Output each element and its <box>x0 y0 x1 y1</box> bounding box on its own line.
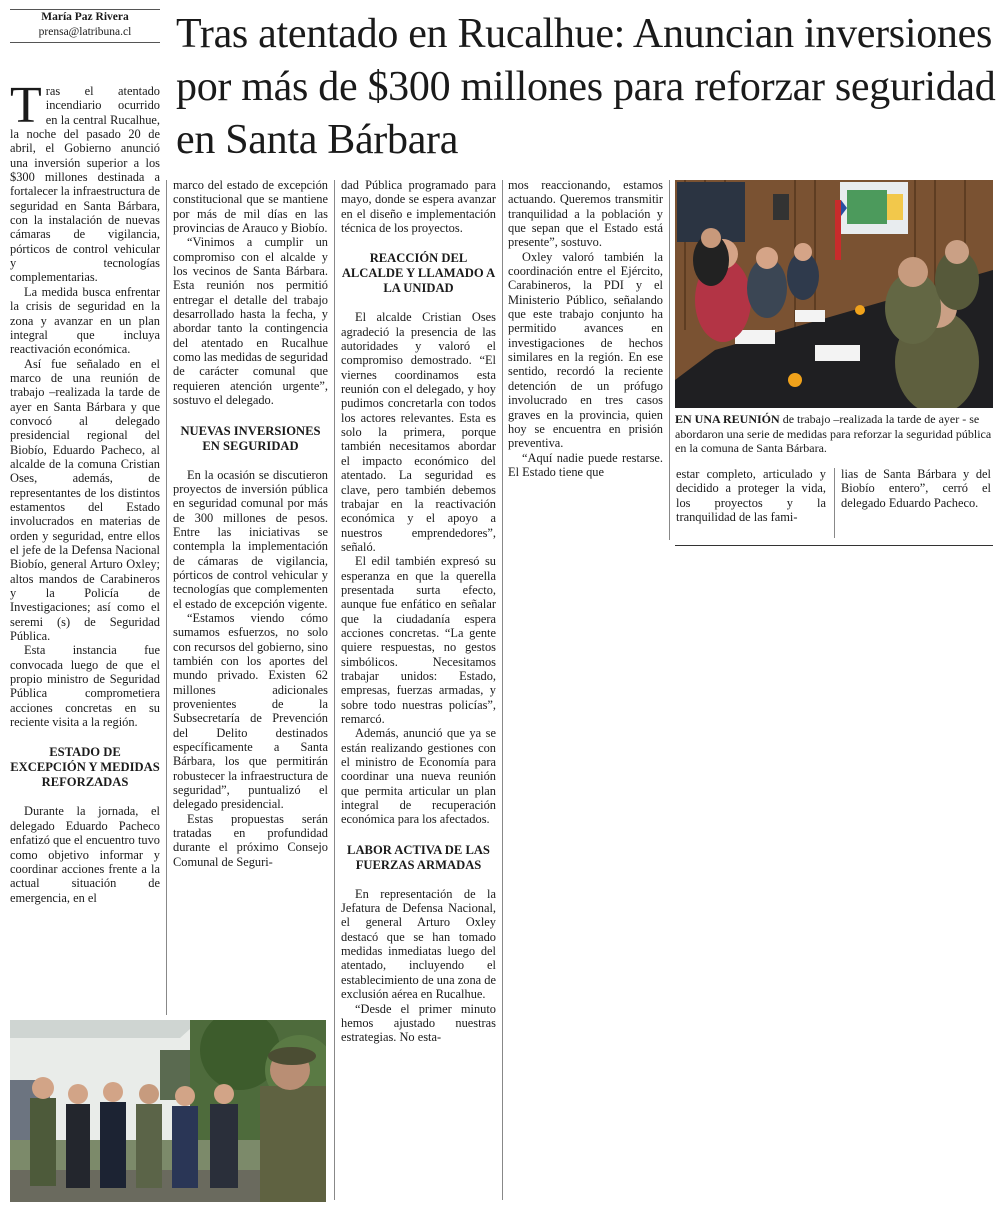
column-1 <box>10 77 161 905</box>
paragraph: “Aquí nadie puede restarse. El Estado tiene que <box>508 450 663 479</box>
meeting-photo <box>675 180 993 408</box>
column-divider <box>334 180 335 1200</box>
paragraph: dad Pública programado para mayo, donde se espera avanzar en el diseño e implementación técnica de los proyectos. <box>341 178 496 236</box>
paragraph: El edil también expresó su esperanza en que la querella presentada surta efecto, aunque fue enfático en señalar que la ciudadanía espera acciones concretas. “La gente quiere respuestas, no gestos simbólicos. Necesitamos trabajar unidos: Estado, empresas, fuerzas armadas, y sobre todo nuestras policías”, remarcó. <box>341 554 496 726</box>
paragraph: El alcalde Cristian Oses agradeció la presencia de las autoridades y valoró el compromiso demostrado. “El viernes coordinamos esta reunión con el delegado, y hoy pudimos concretarla con todos los actores relevantes. Esta es solo la primera, porque también necesitamos abordar el impacto económico del atentado. La seguridad es clave, pero también debemos trabajar en la reactivación económica y el apoyo a nuestros emprendedores”, señaló. <box>341 310 496 554</box>
paragraph: Además, anunció que ya se están realizando gestiones con el ministro de Economía para coordinar una nueva reunión que permita articular un plan integral de recuperación económica para los afectados. <box>341 726 496 827</box>
paragraph: Esta instancia fue convocada luego de que el propio ministro de Seguridad Pública comprometiera acciones concretas en su reciente visita a la región. <box>10 643 160 730</box>
paragraph: lias de Santa Bárbara y del Biobío entero”, cerró el delegado Eduardo Pacheco. <box>841 467 991 510</box>
paragraph: marco del estado de excepción constitucional que se mantiene por más de mil días en las provincias de Arauco y Biobío. <box>173 178 328 236</box>
outdoor-group-photo <box>10 1020 326 1202</box>
paragraph: Tras el atentado incendiario ocurrido en la central Rucalhue, la noche del pasado 20 de abril, el Gobierno anunció una inversión superior a los $300 millones destinada a fortalecer la infraestructura de seguridad en Santa Bárbara, con la instalación de nuevas cámaras de vigilancia, pórticos de control vehicular y tecnologías complementarias. <box>10 77 160 285</box>
article-end-rule <box>675 545 993 546</box>
column-3 <box>341 178 496 1045</box>
paragraph: En representación de la Jefatura de Defensa Nacional, el general Arturo Oxley destacó que se han tomado medidas inmediatas luego del atentado, incluyendo el establecimiento de una zona de exclusión aérea en Rucalhue. <box>341 886 496 1002</box>
paragraph: La medida busca enfrentar la crisis de seguridad en la zona y avanzar en un plan integral que incluya reactivación económica. <box>10 284 160 357</box>
paragraph: Así fue señalado en el marco de una reunión de trabajo –realizada la tarde de ayer en Santa Bárbara y que convocó al delegado presidencial regional del Biobío, Eduardo Pacheco, al alcalde de la comuna Cristian Oses, además, de representantes de los distintos estamentos del Estado involucrados en materias de orden y seguridad, entre ellos el jefe de la Defensa Nacional Biobío, general Arturo Oxley; altos mandos de Carabineros y la Policía de Investigaciones; así como el seremi (s) de Seguridad Pública. <box>10 356 160 644</box>
paragraph: Oxley valoró también la coordinación entre el Ejército, Carabineros, la PDI y el Ministerio Público, señalando que este trabajo conjunto ha permitido avances en investigaciones de hechos similares en la región. En ese sentido, recordó la reciente detención de un prófugo involucrado en tres casos graves en la provincia, quien hoy se encuentra en prisión preventiva. <box>508 249 663 451</box>
outdoor-photo-illustration <box>10 1020 326 1202</box>
subheading: ESTADO DE EXCEPCIÓN Y MEDIDAS REFORZADAS <box>10 745 160 790</box>
meeting-photo-illustration <box>675 180 993 408</box>
paragraph: estar completo, articulado y decidido a proteger la vida, los proyectos y la tranquilidad de las fami- <box>676 467 826 525</box>
paragraph: En la ocasión se discutieron proyectos de inversión pública en seguridad comunal por más de 300 millones de pesos. Entre las iniciativas se contempla la implementación de cámaras de vigilancia, pórticos de control vehicular y tecnologías que complementen el estado de excepción vigente. <box>173 467 328 611</box>
paragraph: mos reaccionando, estamos actuando. Queremos transmitir tranquilidad a la población y que sepan que el Estado está presente”, sostuvo. <box>508 178 663 250</box>
photo-caption <box>675 412 993 456</box>
author-name: María Paz Rivera <box>41 11 129 23</box>
paragraph: “Desde el primer minuto hemos ajustado nuestras estrategias. No esta- <box>341 1001 496 1045</box>
caption-lead: EN UNA REUNIÓN <box>675 412 780 426</box>
column-2 <box>173 178 328 869</box>
paragraph: “Estamos viendo cómo sumamos esfuerzos, no solo con recursos del gobierno, sino también con los aportes del mundo privado. Existen 62 millones adicionales provenientes de la Subsecretaría de Prevención del Delito destinados específicamente a Santa Bárbara, los que permitirán robustecer la infraestructura de seguridad”, puntualizó el delegado presidencial. <box>173 610 328 812</box>
column-divider <box>834 468 835 538</box>
column-divider <box>669 180 670 540</box>
paragraph: “Vinimos a cumplir un compromiso con el alcalde y los vecinos de Santa Bárbara. Esta reunión nos permitió entregar el detalle del trabajo desarrollado hasta la fecha, y abordar tanto la contingencia del atentado en Rucalhue como las medidas de seguridad de carácter comunal que requieren atención urgente”, sostuvo el delegado. <box>173 235 328 408</box>
author-bottom-rule <box>10 42 160 43</box>
paragraph: Durante la jornada, el delegado Eduardo Pacheco enfatizó que el encuentro tuvo como objetivo informar y coordinar acciones frente a la actual situación de emergencia, en el <box>10 804 161 905</box>
column-6 <box>841 467 991 510</box>
column-divider <box>502 180 503 1200</box>
subheading: REACCIÓN DEL ALCALDE Y LLAMADO A LA UNIDAD <box>341 251 496 296</box>
headline: Tras atentado en Rucalhue: Anuncian inversiones por más de $300 millones para reforzar seguridad en Santa Bárbara <box>176 11 996 163</box>
paragraph: Estas propuestas serán tratadas en profundidad durante el próximo Consejo Comunal de Seguri- <box>173 811 328 869</box>
author-email[interactable]: prensa@latribuna.cl <box>38 26 132 38</box>
column-4 <box>508 178 663 479</box>
column-divider <box>166 180 167 1015</box>
drop-cap: T <box>10 77 42 134</box>
subheading: NUEVAS INVERSIONES EN SEGURIDAD <box>180 423 321 453</box>
subheading: LABOR ACTIVA DE LAS FUERZAS ARMADAS <box>347 842 490 872</box>
column-5 <box>676 467 826 524</box>
author-block <box>10 10 160 40</box>
caption-text: de trabajo –realizada la tarde de ayer - se abordaron una serie de medidas para reforzar la seguridad pública en la comuna de Santa Bárbara. <box>675 412 992 455</box>
